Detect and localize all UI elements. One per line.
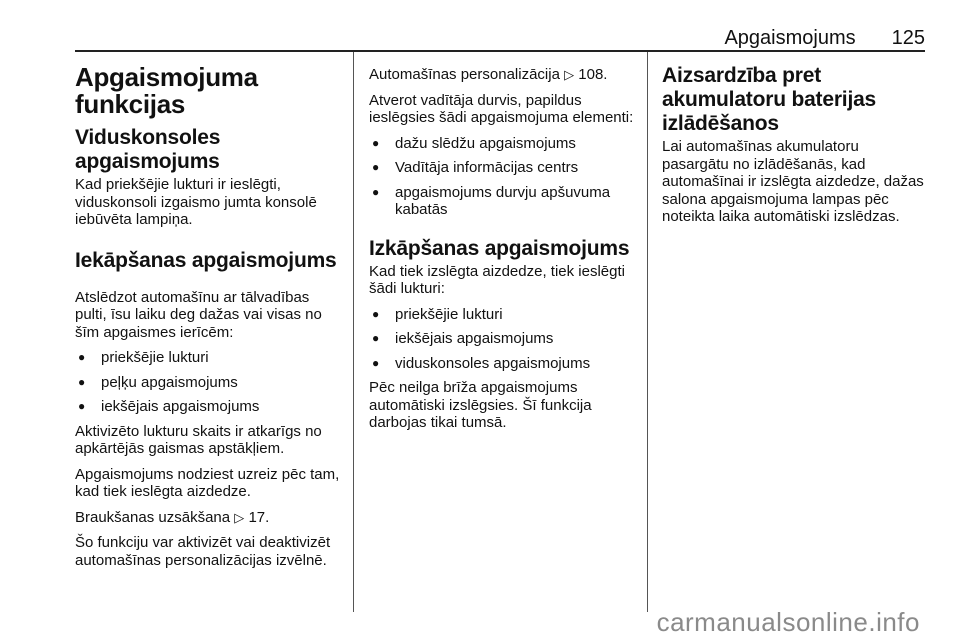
- activation-text: Aktivizēto lukturu skaits ir atkarīgs no apkārtējās gaismas apstākļiem.: [75, 422, 322, 457]
- personalization-reference-label: Automašīnas personalizācija: [369, 66, 560, 83]
- entry-lighting-heading: Iekāpšanas apgaismojums: [75, 248, 337, 272]
- list-item: ● Vadītāja informācijas centrs: [369, 159, 637, 177]
- battery-protection-heading: Aizsardzība pret akumulatoru baterijas izlādēšanos: [662, 64, 877, 135]
- personalization-reference-page[interactable]: 108.: [578, 66, 608, 83]
- list-item: ● iekšējais apgaismojums: [369, 330, 637, 348]
- list-item: ● peļķu apgaismojums: [75, 374, 343, 392]
- driving-reference-page[interactable]: 17.: [248, 508, 270, 526]
- main-heading: Apgaismojuma funkcijas: [75, 62, 258, 119]
- list-item: ● apgaismojums durvju apšuvuma kabatās: [369, 184, 637, 219]
- entry-lighting-list: [75, 349, 343, 416]
- driving-reference: [75, 509, 343, 527]
- page-number: 125: [891, 27, 925, 49]
- list-item: ● priekšējie lukturi: [75, 349, 343, 367]
- exit-lighting-heading: Izkāpšanas apgaismojums: [369, 236, 630, 260]
- battery-protection-text: Lai automašīnas akumulatoru pasargātu no izlādēšanās, kad automašīnai ir izslēgta aizdedze, dažas salona apgaismojuma lampas pēc noteikta laika automātiski izslēdzas.: [662, 138, 924, 225]
- console-lighting-text: Kad priekšējie lukturi ir ieslēgti, viduskonsoli izgaismo jumta konsolē iebūvēta lampiņa.: [75, 176, 317, 228]
- page-header: [75, 26, 925, 50]
- column-divider-2: [647, 52, 648, 612]
- list-item: ● iekšējais apgaismojums: [75, 398, 343, 416]
- entry-lighting-text: Atslēdzot automašīnu ar tālvadības pulti, īsu laiku deg dažas vai visas no šīm apgaismes ierīcēm:: [75, 288, 322, 341]
- list-item: ● dažu slēdžu apgaismojums: [369, 135, 637, 153]
- exit-lighting-text: Kad tiek izslēgta aizdedze, tiek ieslēgti šādi lukturi:: [369, 262, 625, 297]
- list-item: ● viduskonsoles apgaismojums: [369, 355, 637, 373]
- switch-off-text: Apgaismojums nodziest uzreiz pēc tam, kad tiek ieslēgta aizdedze.: [75, 465, 340, 500]
- door-lighting-text: Atverot vadītāja durvis, papildus ieslēgsies šādi apgaismojuma elementi:: [369, 91, 634, 126]
- driving-reference-label: Braukšanas uzsākšana: [75, 508, 231, 526]
- exit-lighting-list: [369, 306, 637, 373]
- console-lighting-heading: Viduskonsoles apgaismojums: [75, 126, 221, 173]
- exit-lighting-after-text: Pēc neilga brīža apgaismojums automātiski izslēgsies. Šī funkcija darbojas tikai tumsā.: [369, 379, 592, 431]
- list-item: ● priekšējie lukturi: [369, 306, 637, 324]
- column-2: [369, 54, 637, 440]
- door-lighting-list: [369, 135, 637, 219]
- running-title: Apgaismojums: [724, 27, 856, 49]
- page-ref-arrow-icon: ▷: [564, 67, 575, 82]
- column-divider-1: [353, 52, 354, 612]
- config-text: Šo funkciju var aktivizēt vai deaktivizēt automašīnas personalizācijas izvēlnē.: [75, 534, 331, 569]
- watermark: carmanualsonline.info: [656, 607, 920, 637]
- personalization-reference: [369, 66, 637, 84]
- page-ref-arrow-icon: ▷: [234, 509, 245, 525]
- header-rule: [75, 50, 925, 52]
- column-1: [75, 54, 343, 577]
- column-3: [662, 54, 926, 234]
